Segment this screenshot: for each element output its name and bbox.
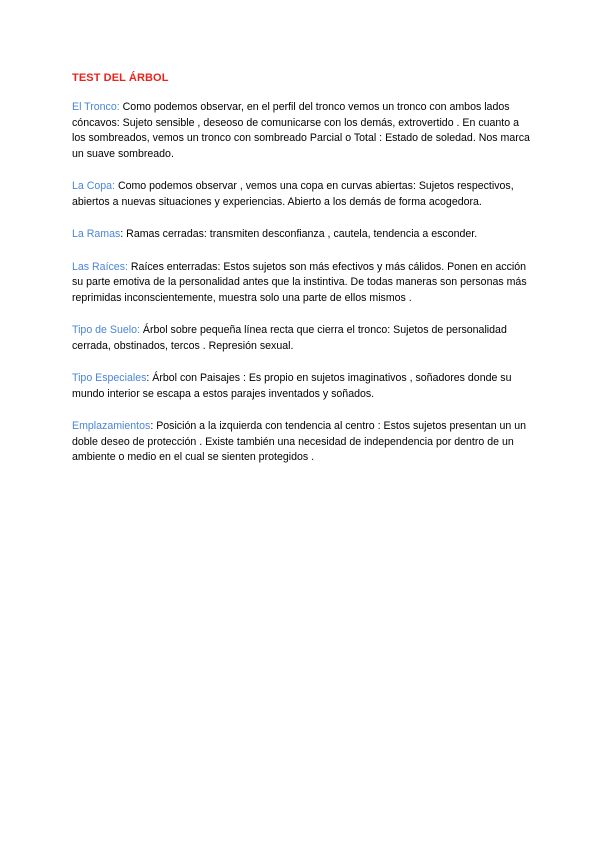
section-text-emplazamientos: : Posición a la izquierda con tendencia al centro : Estos sujetos presentan un un doble deseo de protección . Existe también una necesidad de independencia por dentro de un ambiente o medio en el cual se sienten protegidos . — [72, 420, 527, 463]
section-label-las-raices: Las Raíces: — [72, 260, 128, 273]
section-text-las-raices: Raíces enterradas: Estos sujetos son más efectivos y más cálidos. Ponen en acción su parte emotiva de la personalidad antes que la instintiva. De todas maneras son personas más reprimidas inconscientemente, muestra solo una parte de ellos mismos . — [72, 260, 527, 304]
section-text-la-copa: Como podemos observar , vemos una copa en curvas abiertas: Sujetos respectivos, abiertos a nuevas situaciones y experiencias. Abierto a los demás de forma acogedora. — [72, 180, 514, 208]
section-la-copa — [72, 179, 532, 210]
section-label-tipo-de-suelo: Tipo de Suelo: — [72, 324, 140, 336]
section-tipo-especiales — [72, 371, 532, 402]
section-el-tronco — [72, 100, 532, 162]
section-text-tipo-de-suelo: Árbol sobre pequeña línea recta que cierra el tronco: Sujetos de personalidad cerrada, obstinados, tercos . Represión sexual. — [72, 324, 507, 352]
section-text-la-ramas: : Ramas cerradas: transmiten desconfianza , cautela, tendencia a esconder. — [120, 228, 478, 240]
section-label-tipo-especiales: Tipo Especiales — [72, 372, 147, 384]
section-label-la-copa: La Copa: — [72, 180, 115, 192]
section-text-el-tronco: Como podemos observar, en el perfil del tronco vemos un tronco con ambos lados cóncavos: Sujeto sensible , deseoso de comunicarse con los demás, extrovertido . En cuanto a los sombreados, vemos un tronco con sombreado Parcial o Total : Estado de soledad. Nos marca un suave sombreado. — [72, 101, 530, 160]
section-label-la-ramas: La Ramas — [72, 228, 121, 240]
section-las-raices — [72, 260, 532, 307]
document-title: TEST DEL ÁRBOL — [72, 72, 169, 84]
section-emplazamientos — [72, 419, 532, 466]
section-la-ramas — [72, 227, 532, 243]
section-tipo-de-suelo — [72, 323, 532, 354]
section-label-emplazamientos: Emplazamientos — [72, 420, 151, 432]
section-label-el-tronco: El Tronco: — [72, 101, 120, 113]
document-body — [72, 100, 532, 483]
section-text-tipo-especiales: : Árbol con Paisajes : Es propio en sujetos imaginativos , soñadores donde su mundo interior se escapa a estos parajes inventados y soñados. — [72, 372, 512, 400]
